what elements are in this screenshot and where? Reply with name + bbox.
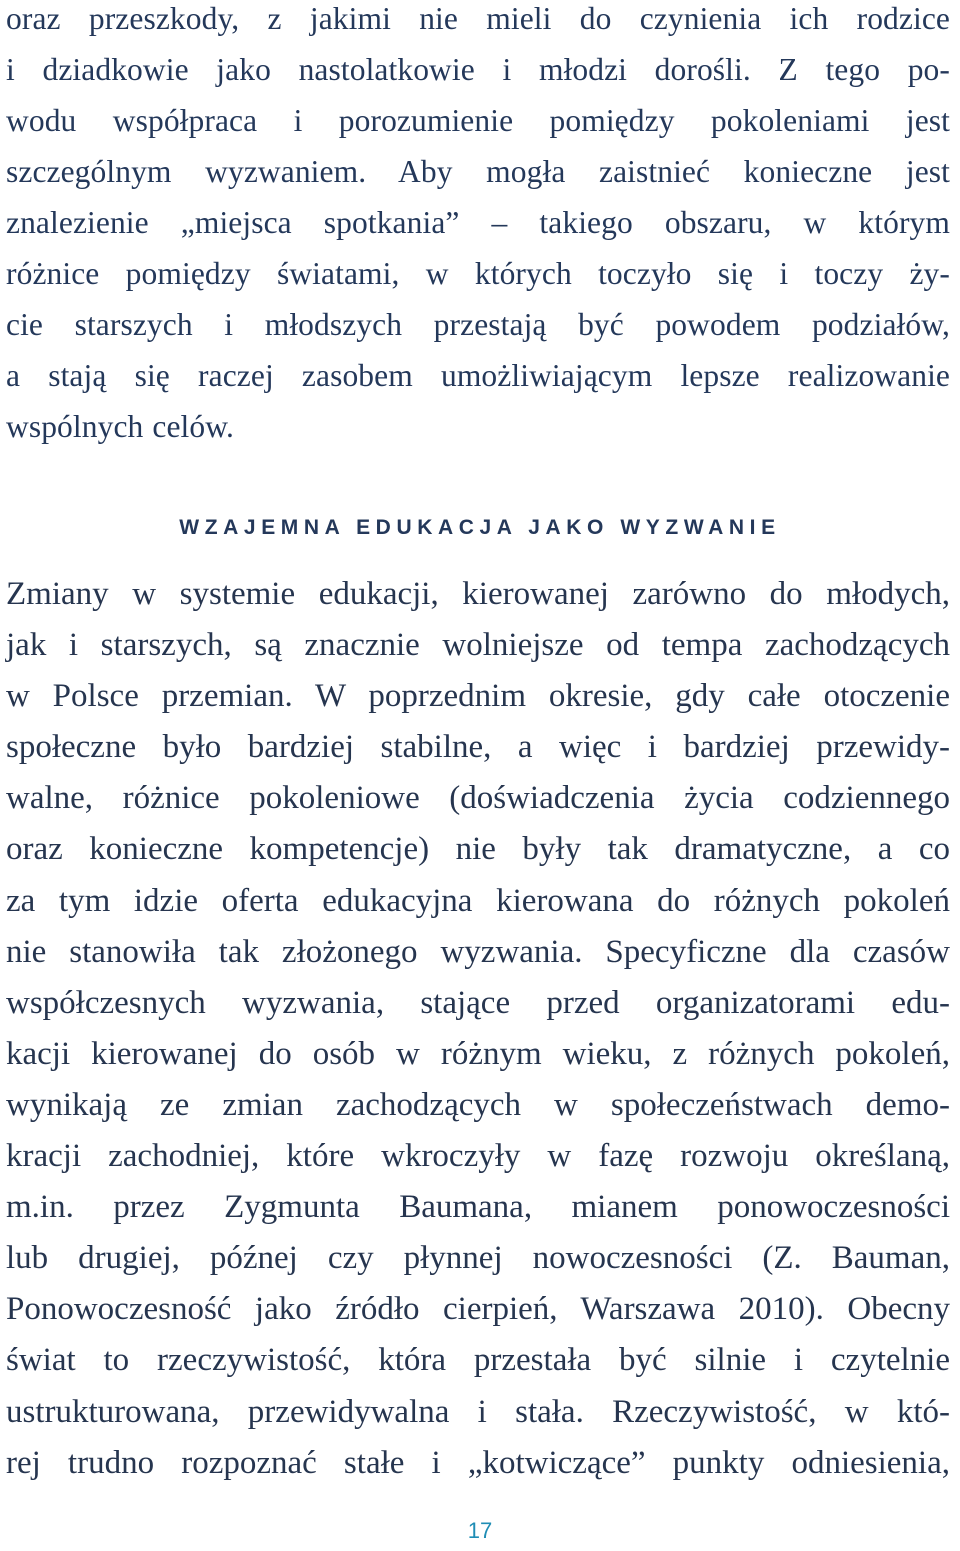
- text-line: współczesnych wyzwania, stające przed organizatorami edu-: [6, 984, 950, 1021]
- text-line: walne, różnice pokoleniowe (doświadczenia życia codziennego: [6, 780, 950, 817]
- text-line: m.in. przez Zygmunta Baumana, mianem ponowoczesności: [6, 1189, 950, 1226]
- text-line: lub drugiej, późnej czy płynnej nowoczesności (Z. Bauman,: [6, 1240, 950, 1277]
- text-line: społeczne było bardziej stabilne, a więc i bardziej przewidy-: [6, 729, 950, 766]
- text-line: szczególnym wyzwaniem. Aby mogła zaistnieć konieczne jest: [6, 154, 950, 189]
- text-line: wspólnych celów.: [6, 409, 235, 444]
- paragraph-intro: [6, 0, 950, 452]
- text-line: cie starszych i młodszych przestają być powodem podziałów,: [6, 307, 950, 342]
- text-line: znalezienie „miejsca spotkania” – takiego obszaru, w którym: [6, 205, 950, 240]
- text-line: w Polsce przemian. W poprzednim okresie, gdy całe otoczenie: [6, 678, 950, 715]
- text-line: różnice pomiędzy światami, w których toczyło się i toczy ży-: [6, 256, 950, 291]
- text-line: wodu współpraca i porozumienie pomiędzy pokoleniami jest: [6, 103, 950, 138]
- text-line: a stają się raczej zasobem umożliwiającym lepsze realizowanie: [6, 358, 950, 393]
- text-line: Ponowoczesność jako źródło cierpień, Warszawa 2010). Obecny: [6, 1291, 950, 1328]
- text-line: kracji zachodniej, które wkroczyły w fazę rozwoju określaną,: [6, 1138, 950, 1175]
- text-line: za tym idzie oferta edukacyjna kierowana do różnych pokoleń: [6, 882, 950, 919]
- text-line: oraz przeszkody, z jakimi nie mieli do czynienia ich rodzice: [6, 1, 950, 36]
- text-line: nie stanowiła tak złożonego wyzwania. Specyficzne dla czasów: [6, 933, 950, 970]
- page-number: 17: [467, 1518, 493, 1543]
- section-heading: WZAJEMNA EDUKACJA JAKO WYZWANIE: [179, 516, 781, 539]
- text-line: i dziadkowie jako nastolatkowie i młodzi dorośli. Z tego po-: [6, 52, 950, 87]
- text-line: Zmiany w systemie edukacji, kierowanej zarówno do młodych,: [6, 576, 950, 612]
- text-line: świat to rzeczywistość, która przestała być silnie i czytelnie: [6, 1342, 950, 1379]
- text-line: wynikają ze zmian zachodzących w społeczeństwach demo-: [6, 1086, 950, 1123]
- text-line: oraz konieczne kompetencje) nie były tak dramatyczne, a co: [6, 831, 950, 868]
- text-line: kacji kierowanej do osób w różnym wieku, z różnych pokoleń,: [6, 1035, 950, 1072]
- text-line: rej trudno rozpoznać stałe i „kotwiczące” punkty odniesienia,: [6, 1444, 950, 1481]
- text-line: ustrukturowana, przewidywalna i stała. Rzeczywistość, w któ-: [6, 1393, 950, 1430]
- paragraph-main: [6, 569, 950, 1489]
- text-line: jak i starszych, są znacznie wolniejsze od tempa zachodzących: [6, 627, 950, 664]
